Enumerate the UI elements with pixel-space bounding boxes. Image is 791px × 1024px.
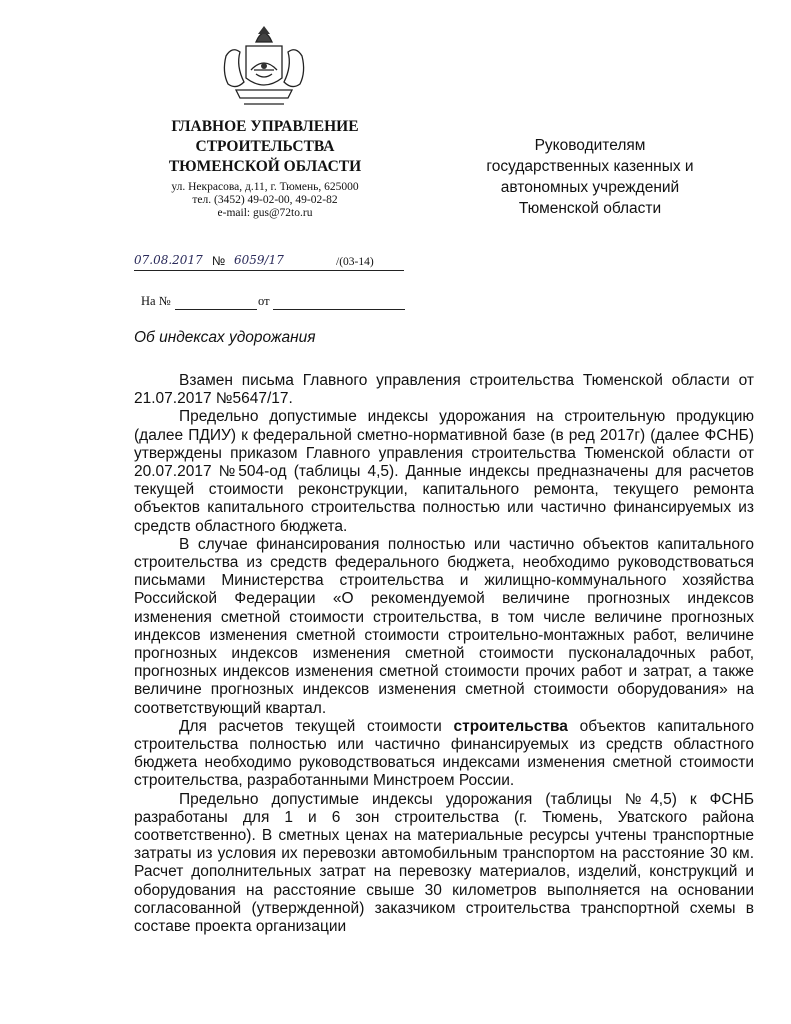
ref-date-line: [273, 309, 405, 310]
body-paragraph: В случае финансирования полностью или частично объектов капитального строительства из средств федерального бюджета, необходимо руководствоваться письмами Министерства строительства и жилищно-коммунального хозяйства Российской Федерации «О рекомендуемой величине прогнозных индексов изменения сметной стоимости строительства, в том числе величине прогнозных индексов изменения сметной стоимости строительно-монтажных работ, величине прогнозных индексов изменения сметной стоимости пусконаладочных работ, прогнозных индексов изменения сметной стоимости прочих работ и затрат, а также величине прогнозных индексов изменения сметной стоимости оборудования» на соответствующий квартал.: [134, 535, 754, 717]
recipient-line: автономных учреждений: [500, 179, 680, 196]
org-name-line: ГЛАВНОЕ УПРАВЛЕНИЕ: [171, 118, 359, 135]
org-name-line: ТЮМЕНСКОЙ ОБЛАСТИ: [168, 158, 362, 175]
ref-number-line: [175, 309, 257, 310]
org-name-line: СТРОИТЕЛЬСТВА: [195, 138, 335, 155]
recipient-block: [440, 135, 740, 219]
body-paragraph: [134, 718, 754, 791]
handwritten-date: 07.08.2017: [134, 253, 203, 267]
registration-suffix: /(03-14): [336, 256, 374, 268]
paragraph-text: объектов капитального строительства полностью или частично финансируемых из средств областного бюджета необходимо руководствоваться индексами изменения сметной стоимости строительства, разработанными Минстроем России.: [134, 717, 754, 790]
registration-underline: [134, 270, 404, 271]
recipient-line: Тюменской области: [518, 200, 662, 217]
address-line: ул. Некрасова, д.11, г. Тюмень, 625000: [171, 181, 359, 193]
sender-address: [140, 181, 390, 220]
coat-of-arms-logo: [218, 26, 310, 114]
paragraph-text: Для расчетов текущей стоимости: [179, 717, 454, 735]
ref-from-label: от: [258, 294, 270, 308]
body-paragraph: Предельно допустимые индексы удорожания на строительную продукцию (далее ПДИУ) к федеральной сметно-нормативной базе (в ред 2017г) (далее ФСНБ) утверждены приказом Главного управления строительства Тюменской области от 20.07.2017 №504-од (таблицы 4,5). Данные индексы предназначены для расчетов текущей стоимости реконструкции, капитального ремонта, текущего ремонта объектов капитального строительства полностью или частично финансируемых из средств областного бюджета.: [134, 408, 754, 535]
number-label: №: [212, 254, 226, 268]
email-line: e-mail: gus@72to.ru: [217, 207, 313, 219]
ref-number-label: На №: [141, 294, 171, 308]
sender-organization: [140, 117, 390, 177]
letter-body: [134, 372, 754, 936]
emphasis-text: строительства: [453, 717, 568, 735]
phone-line: тел. (3452) 49-02-00, 49-02-82: [192, 194, 338, 206]
body-paragraph: Предельно допустимые индексы удорожания (таблицы №4,5) к ФСНБ разработаны для 1 и 6 зон строительства (г. Тюмень, Уватского района соответственно). В сметных ценах на материальные ресурсы учтены транспортные затраты из условия их перевозки автомобильным транспортом на расстояние 30 км. Расчет дополнительных затрат на перевозку материалов, изделий, конструкций и оборудования на расстояние свыше 30 километров выполняется на основании согласованной (утвержденной) заказчиком строительства транспортной схемы в составе проекта организации: [134, 790, 754, 936]
recipient-line: Руководителям: [534, 137, 646, 154]
body-paragraph: Взамен письма Главного управления строительства Тюменской области от 21.07.2017 №5647/17.: [134, 372, 754, 408]
handwritten-number: 6059/17: [234, 253, 284, 267]
recipient-line: государственных казенных и: [486, 158, 694, 175]
letter-subject: Об индексах удорожания: [134, 329, 316, 346]
